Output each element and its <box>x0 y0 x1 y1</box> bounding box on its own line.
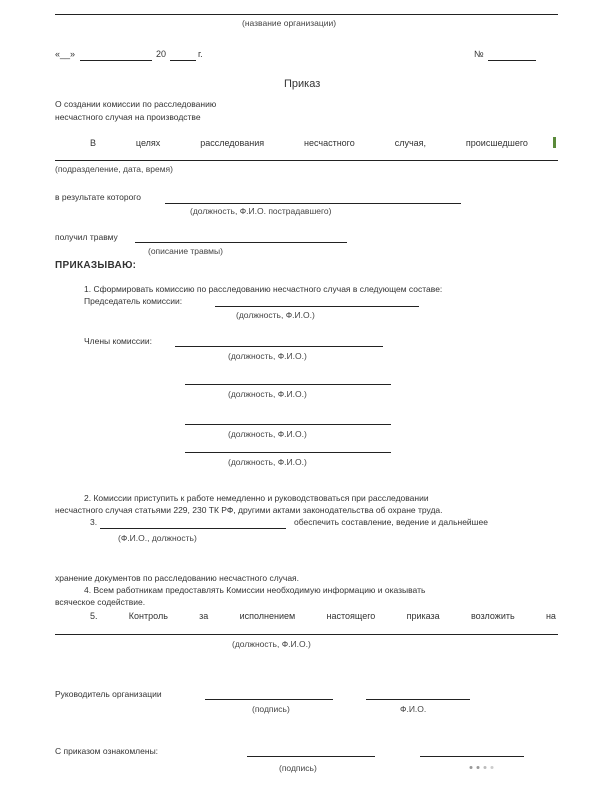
chair-label: Председатель комиссии: <box>84 296 183 306</box>
item2-line-2: несчастного случая статьями 229, 230 ТК РФ, другими актами законодательства об охране труда. <box>55 505 443 515</box>
subject-line-1: О создании комиссии по расследованию <box>55 99 217 109</box>
item5-word: Контроль <box>128 611 168 621</box>
item5-line <box>90 611 556 621</box>
member-line-2[interactable] <box>185 384 391 385</box>
watermark-icon <box>468 762 496 767</box>
head-name-caption: Ф.И.О. <box>400 704 427 714</box>
ack-signature-line[interactable] <box>247 756 375 757</box>
intro-word: случая, <box>394 138 427 148</box>
injury-line[interactable] <box>135 242 347 243</box>
number-label: № <box>474 49 484 59</box>
victim-caption: (должность, Ф.И.О. пострадавшего) <box>190 206 332 216</box>
item5-word: настоящего <box>326 611 376 621</box>
item5-responsible-line[interactable] <box>55 634 558 635</box>
item3-continuation: хранение документов по расследованию несчастного случая. <box>55 573 300 583</box>
number-line[interactable] <box>488 60 536 61</box>
date-month-line[interactable] <box>80 60 152 61</box>
member-caption-1: (должность, Ф.И.О.) <box>228 351 307 361</box>
item3-number: 3. <box>90 517 98 527</box>
date-year-prefix: 20 <box>156 49 167 59</box>
result-label: в результате которого <box>55 192 141 202</box>
chair-line[interactable] <box>215 306 419 307</box>
item2-line-1: 2. Комиссии приступить к работе немедленно и руководствоваться при расследовании <box>84 493 429 503</box>
member-line-1[interactable] <box>175 346 383 347</box>
date-year-suffix: г. <box>198 49 203 59</box>
date-year-line[interactable] <box>170 60 196 61</box>
intro-word: целях <box>135 138 161 148</box>
subject-line-2: несчастного случая на производстве <box>55 112 201 122</box>
members-label: Члены комиссии: <box>84 336 153 346</box>
item4-line-1: 4. Всем работникам предоставлять Комиссии необходимую информацию и оказывать <box>84 585 426 595</box>
item3-text: обеспечить составление, ведение и дальнейшее <box>294 517 488 527</box>
item4-line-2: всяческое содействие. <box>55 597 146 607</box>
member-caption-4: (должность, Ф.И.О.) <box>228 457 307 467</box>
victim-line[interactable] <box>165 203 461 204</box>
org-name-caption: (название организации) <box>242 18 337 28</box>
ack-signature-caption: (подпись) <box>279 763 317 773</box>
item5-word: приказа <box>406 611 440 621</box>
member-line-3[interactable] <box>185 424 391 425</box>
item3-line[interactable] <box>100 528 286 529</box>
intro-word: расследования <box>200 138 265 148</box>
item1-text: 1. Сформировать комиссию по расследованию несчастного случая в следующем составе: <box>84 284 443 294</box>
chair-caption: (должность, Ф.И.О.) <box>236 310 315 320</box>
margin-marker <box>553 137 556 148</box>
org-name-line[interactable] <box>55 14 558 15</box>
page-title: Приказ <box>284 78 321 90</box>
item5-word: на <box>545 611 556 621</box>
member-line-4[interactable] <box>185 452 391 453</box>
member-caption-3: (должность, Ф.И.О.) <box>228 429 307 439</box>
acknowledged-label: С приказом ознакомлены: <box>55 746 159 756</box>
item5-caption: (должность, Ф.И.О.) <box>232 639 311 649</box>
intro-line <box>90 138 528 148</box>
intro-word: В <box>90 138 97 148</box>
injury-label: получил травму <box>55 232 118 242</box>
head-signature-caption: (подпись) <box>252 704 290 714</box>
incident-line[interactable] <box>55 160 558 161</box>
intro-word: происшедшего <box>465 138 528 148</box>
intro-word: несчастного <box>304 138 355 148</box>
date-day: «__» <box>55 49 76 59</box>
injury-caption: (описание травмы) <box>148 246 223 256</box>
item5-word: исполнением <box>239 611 296 621</box>
order-heading: ПРИКАЗЫВАЮ: <box>55 260 137 271</box>
member-caption-2: (должность, Ф.И.О.) <box>228 389 307 399</box>
incident-caption: (подразделение, дата, время) <box>55 164 173 174</box>
item5-word: возложить <box>470 611 515 621</box>
head-signature-line[interactable] <box>205 699 333 700</box>
item5-word: за <box>199 611 209 621</box>
item3-caption: (Ф.И.О., должность) <box>118 533 197 543</box>
item5-word: 5. <box>90 611 98 621</box>
head-label: Руководитель организации <box>55 689 162 699</box>
ack-name-line[interactable] <box>420 756 524 757</box>
head-name-line[interactable] <box>366 699 470 700</box>
